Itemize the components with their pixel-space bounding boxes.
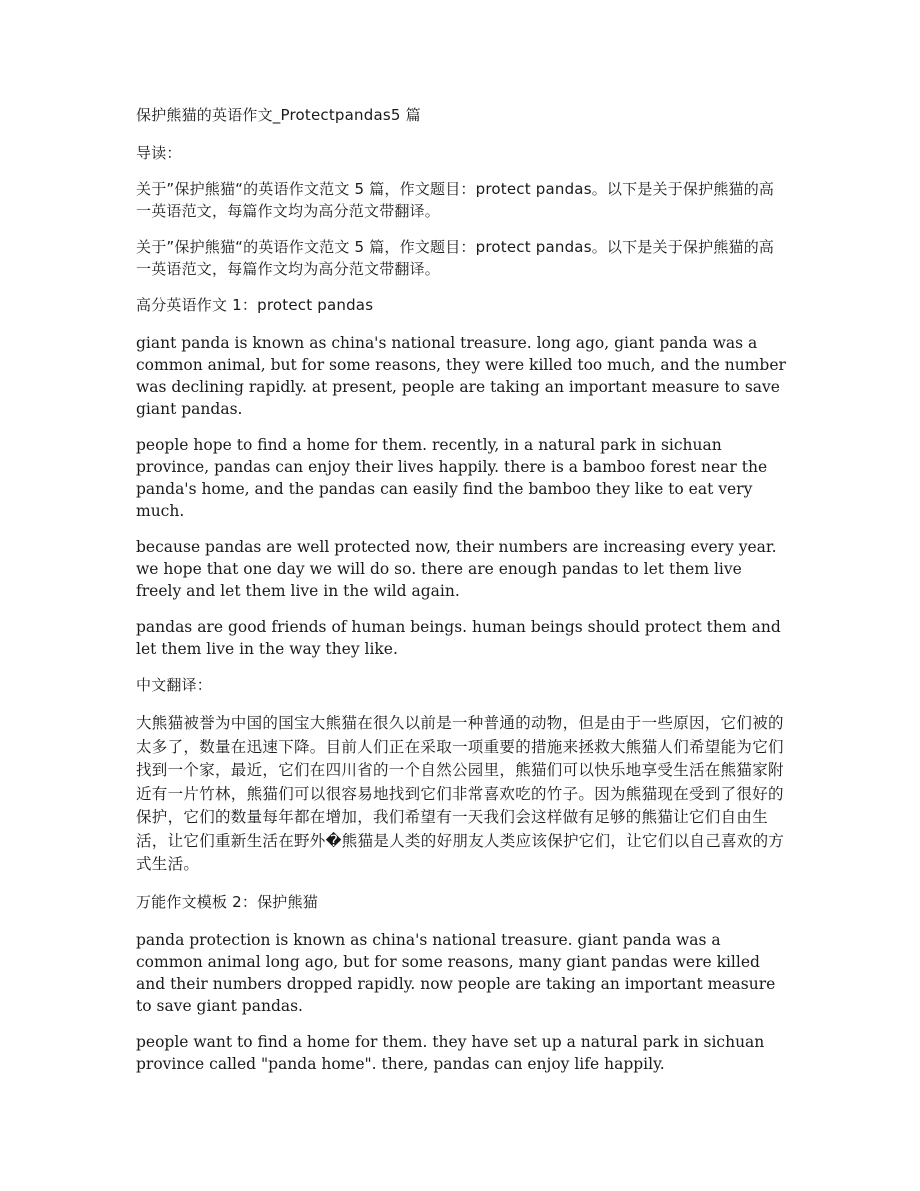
document-title: 保护熊猫的英语作文_Protectpandas5 篇: [136, 106, 421, 124]
translation-label: 中文翻译：: [136, 676, 213, 694]
essay1-paragraph: pandas are good friends of human beings. human beings should protect them and let them live in the way they like.: [136, 618, 781, 658]
intro-paragraph-2: 关于”保护熊猫“的英语作文范文 5 篇，作文题目：protect pandas。以下是关于保护熊猫的高一英语范文，每篇作文均为高分范文带翻译。: [136, 238, 775, 278]
essay2-heading: 万能作文模板 2：保护熊猫: [136, 892, 318, 911]
essay1-paragraph: because pandas are well protected now, their numbers are increasing every year. we hope that one day we will do so. there are enough pandas to let them live freely and let them live in the wild again.: [136, 538, 777, 600]
intro-paragraph-1: 关于”保护熊猫“的英语作文范文 5 篇，作文题目：protect pandas。以下是关于保护熊猫的高一英语范文，每篇作文均为高分范文带翻译。: [136, 180, 775, 220]
essay2-paragraph: panda protection is known as china's national treasure. giant panda was a common animal long ago, but for some reasons, many giant pandas were killed and their numbers dropped rapidly. now people are taking an important measure to save giant pandas.: [136, 930, 776, 1015]
essay1-heading: 高分英语作文 1：protect pandas: [136, 296, 374, 314]
essay1-paragraph: people hope to find a home for them. recently, in a natural park in sichuan province, pandas can enjoy their lives happily. there is a bamboo forest near the panda's home, and the pandas can easily find the bamboo they like to eat very much.: [136, 436, 768, 520]
translation-paragraph: 大熊猫被誉为中国的国宝大熊猫在很久以前是一种普通的动物，但是由于一些原因，它们被的太多了，数量在迅速下降。目前人们正在采取一项重要的措施来拯救大熊猫人们希望能为它们找到一个家，最近，它们在四川省的一个自然公园里，熊猫们可以快乐地享受生活在熊猫家附近有一片竹林，熊猫们可以很容易地找到它们非常喜欢吃的竹子。因为熊猫现在受到了很好的保护，它们的数量每年都在增加，我们希望有一天我们会这样做有足够的熊猫让它们自由生活，让它们重新生活在野外�熊猫是人类的好朋友人类应该保护它们，让它们以自己喜欢的方式生活。: [136, 714, 785, 873]
document-page: [136, 104, 786, 1089]
intro-label: 导读：: [136, 144, 182, 162]
essay2-paragraph: people want to find a home for them. they have set up a natural park in sichuan province called "panda home". there, pandas can enjoy life happily.: [136, 1032, 765, 1073]
essay1-paragraph: giant panda is known as china's national treasure. long ago, giant panda was a common animal, but for some reasons, they were killed too much, and the number was declining rapidly. at present, people are taking an important measure to save giant pandas.: [136, 334, 786, 418]
